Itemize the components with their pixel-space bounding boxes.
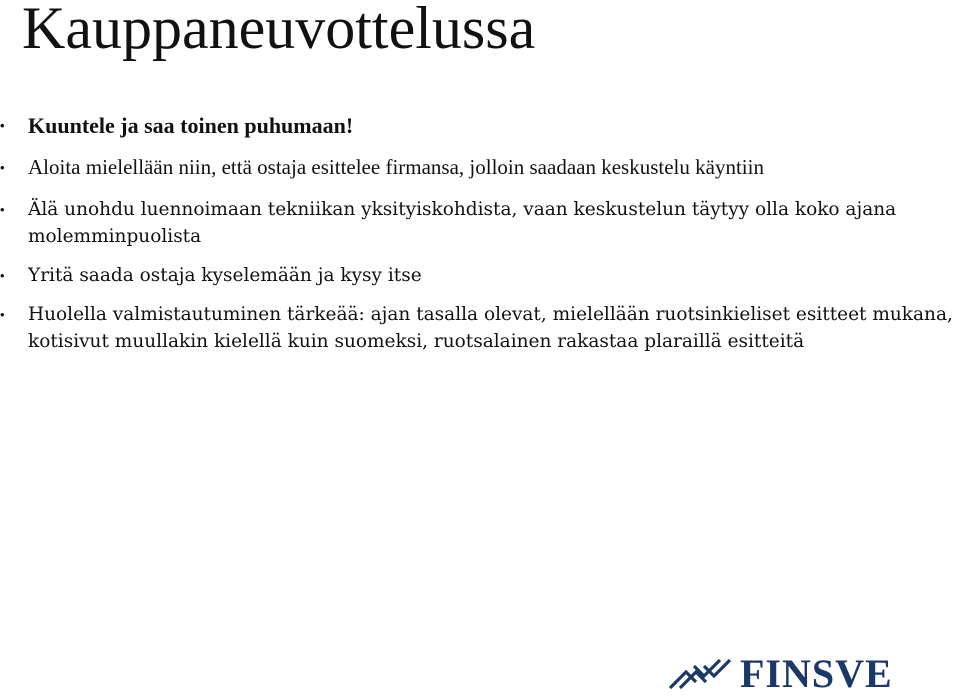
bullet-text: Älä unohdu luennoimaan tekniikan yksityiskohdista, vaan keskustelun täytyy olla koko ajana molemminpuolista	[28, 199, 897, 247]
bullet-list	[0, 112, 960, 355]
bullet-text: Huolella valmistautuminen tärkeää: ajan tasalla olevat, mielellään ruotsinkieliset esitteet mukana, kotisivut muullakin kielellä kuin suomeksi, ruotsalainen rakastaa plaraillä esitteitä	[28, 304, 953, 352]
finsve-logo-text: FINSVE	[740, 651, 893, 696]
slide-title: Kauppaneuvottelussa	[22, 0, 536, 61]
bullet-dot: •	[0, 268, 5, 283]
bullet-item	[0, 262, 960, 289]
bullet-dot: •	[0, 202, 5, 217]
bullet-dot: •	[0, 160, 5, 175]
finsve-logo	[668, 651, 948, 696]
bullet-dot: •	[0, 118, 5, 133]
bullet-text: Yritä saada ostaja kyselemään ja kysy itse	[28, 265, 422, 286]
bullet-item	[0, 301, 960, 355]
bullet-dot: •	[0, 307, 5, 322]
finsve-chevron-mark-icon	[668, 658, 732, 690]
bullet-text: Kuuntele ja saa toinen puhumaan!	[28, 113, 354, 138]
bullet-item	[0, 196, 960, 250]
bullet-item	[0, 154, 960, 181]
bullet-text: Aloita mielellään niin, että ostaja esittelee firmansa, jolloin saadaan keskustelu käyntiin	[28, 155, 764, 179]
bullet-item	[0, 112, 960, 139]
